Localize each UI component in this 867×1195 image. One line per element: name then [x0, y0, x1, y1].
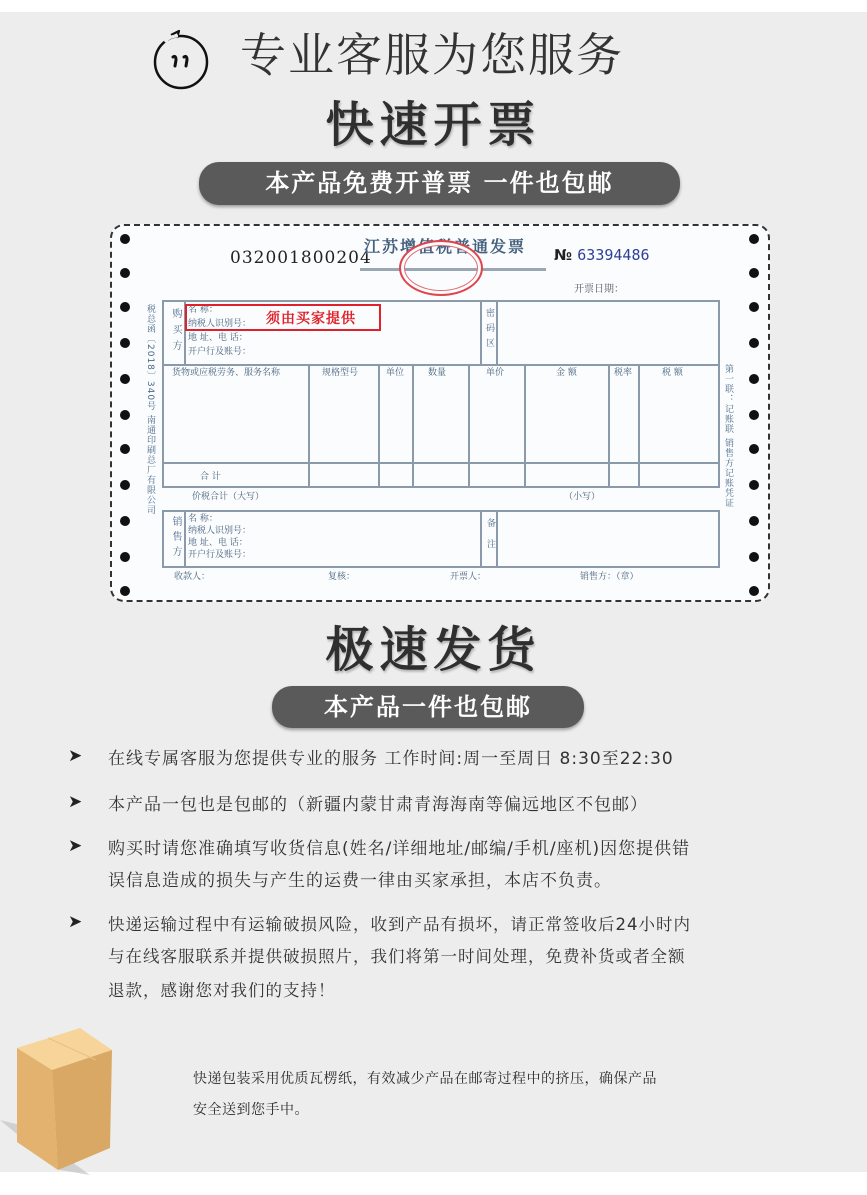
invoice-number: [554, 246, 650, 264]
column-header: 金 额: [556, 368, 577, 378]
perforation-hole: [749, 374, 759, 384]
grand-total-small-label: （小写）: [564, 492, 601, 502]
page-title: 专业客服为您服务: [240, 28, 624, 82]
arrow-right-icon: ➤: [68, 792, 83, 812]
column-header: 规格型号: [322, 368, 359, 378]
divider: [608, 366, 610, 486]
note-item: 快递运输过程中有运输破损风险，收到产品有损坏，请正常签收后24小时内: [108, 915, 691, 934]
right-margin-text: 第一联：记账联 销售方记账凭证: [723, 364, 733, 508]
perforation-hole: [120, 302, 130, 312]
column-header: 单价: [486, 368, 505, 378]
note-item-continued: 与在线客服联系并提供破损照片，我们将第一时间处理，免费补货或者全额: [108, 947, 686, 966]
number-prefix: №: [554, 246, 573, 264]
seller-name-label: 名 称：: [188, 514, 218, 524]
cardboard-box-icon: [0, 1020, 185, 1180]
perforation-hole: [749, 444, 759, 454]
perforation-hole: [120, 268, 130, 278]
perforation-hole: [120, 234, 130, 244]
perforation-hole: [749, 586, 759, 596]
invoice-sample: [110, 224, 770, 602]
perforation-hole: [749, 516, 759, 526]
note-item: 购买时请您准确填写收货信息(姓名/详细地址/邮编/手机/座机)因您提供错: [108, 839, 691, 859]
divider: [184, 512, 186, 566]
invoice-pill: 本产品免费开普票 一件也包邮: [199, 162, 680, 205]
seller-taxid-label: 纳税人识别号：: [188, 526, 252, 536]
buyer-notice: 须由买家提供: [266, 311, 356, 327]
total-label: 合 计: [200, 472, 221, 482]
divider: [480, 512, 482, 566]
divider: [412, 366, 414, 486]
note-item: 本产品一包也是包邮的（新疆内蒙甘肃青海海南等偏远地区不包邮）: [108, 795, 648, 815]
left-margin-text: 税总函〔2018〕340号 南通印刷总厂有限公司: [145, 304, 155, 515]
perforation-hole: [749, 234, 759, 244]
packaging-text: 快递包装采用优质瓦楞纸，有效减少产品在邮寄过程中的挤压，确保产品: [193, 1071, 657, 1087]
packaging-text-continued: 安全送到您手中。: [193, 1102, 309, 1118]
grand-total-label: 价税合计（大写）: [192, 492, 265, 502]
items-table: [162, 364, 720, 488]
perforation-hole: [749, 552, 759, 562]
perforation-hole: [120, 410, 130, 420]
invoice-code: 032001800204: [230, 248, 372, 268]
note-item-continued: 误信息造成的损失与产生的运费一律由买家承担，本店不负责。: [108, 871, 612, 891]
buyer-taxid-label: 纳税人识别号：: [188, 319, 252, 329]
password-area-label: 密码区: [484, 308, 494, 353]
perforation-hole: [749, 480, 759, 490]
shipping-heading: 极速发货: [325, 622, 542, 678]
buyer-side-label: 购买方: [170, 308, 181, 356]
seller-address-label: 地 址、电 话：: [188, 538, 248, 548]
shipping-pill: 本产品一件也包邮: [272, 686, 584, 728]
divider: [638, 366, 640, 486]
perforation-hole: [120, 480, 130, 490]
divider: [468, 366, 470, 486]
speech-bubble-face-icon: [149, 26, 213, 90]
perforation-hole: [120, 552, 130, 562]
column-header: 税率: [614, 368, 633, 378]
arrow-right-icon: ➤: [68, 836, 83, 856]
issuer-label: 开票人：: [450, 572, 487, 582]
buyer-address-label: 地 址、电 话：: [188, 333, 248, 343]
buyer-bank-label: 开户行及账号：: [188, 347, 252, 357]
perforation-hole: [120, 516, 130, 526]
perforation-hole: [749, 302, 759, 312]
divider: [496, 302, 498, 364]
invoice-heading: 快速开票: [325, 97, 542, 153]
note-item: 在线专属客服为您提供专业的服务 工作时间:周一至周日 8:30至22:30: [108, 749, 674, 769]
arrow-right-icon: ➤: [68, 746, 83, 766]
divider: [378, 366, 380, 486]
payee-label: 收款人：: [174, 572, 211, 582]
note-item-continued: 退款，感谢您对我们的支持！: [108, 981, 336, 1000]
divider: [164, 462, 718, 464]
column-header: 数量: [428, 368, 447, 378]
perforation-hole: [120, 444, 130, 454]
perforation-hole: [749, 410, 759, 420]
column-header: 税 额: [662, 368, 683, 378]
perforation-hole: [120, 338, 130, 348]
column-header: 货物或应税劳务、服务名称: [172, 368, 281, 378]
seller-side-label: 销售方: [170, 516, 181, 561]
divider: [524, 366, 526, 486]
column-header: 单位: [386, 368, 405, 378]
divider: [480, 302, 482, 364]
buyer-name-label: 名 称：: [188, 305, 218, 315]
remarks-label: 备注: [485, 518, 495, 560]
divider: [308, 462, 310, 486]
reviewer-label: 复核：: [328, 572, 356, 582]
number-value: 63394486: [577, 246, 650, 264]
perforation-hole: [120, 374, 130, 384]
arrow-right-icon: ➤: [68, 912, 83, 932]
perforation-hole: [120, 586, 130, 596]
official-stamp-icon: [399, 240, 483, 296]
invoice-name: 江苏增值税普通发票: [364, 237, 527, 256]
seller-seal-label: 销售方：（章）: [580, 572, 639, 582]
perforation-hole: [749, 338, 759, 348]
seller-bank-label: 开户行及账号：: [188, 550, 252, 560]
invoice-date-label: 开票日期：: [574, 284, 624, 295]
perforation-hole: [749, 268, 759, 278]
